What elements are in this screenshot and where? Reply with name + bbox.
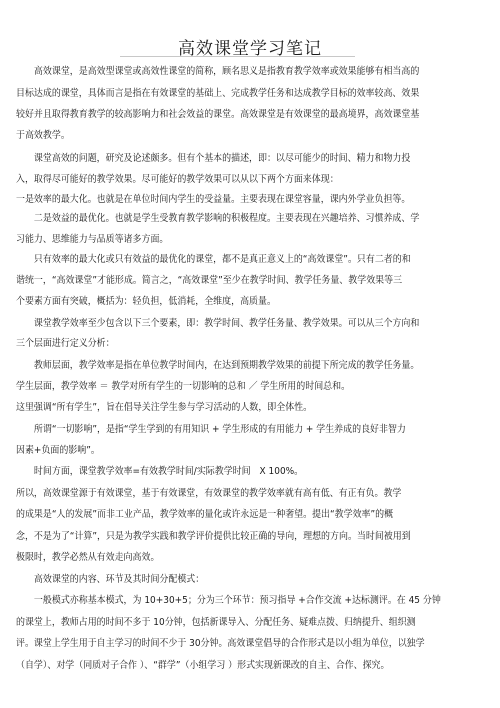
text-line: 课堂教学效率至少包含以下三个要素，即：教学时间、教学任务量、教学效果。可以从三个方向和 [16,318,420,329]
text-line: 谐统一，“高效课堂”才能形成。简言之，“高效课堂”至少在教学时间、教学任务量、教学效果等三 [16,275,403,286]
text-line: 课堂高效的问题，研究及论述颇多。但有个基本的描述，即：以尽可能少的时间、精力和物力投 [16,153,411,164]
text-line: 学生层面，教学效率 ＝ 教学对所有学生的一切影响的总和 ／ 学生所用的时间总和。 [16,381,351,392]
text-line: 入，取得尽可能好的教学效果。尽可能好的教学效果可以从以下两个方面来体现： [16,174,339,185]
text-line: 这里强调“所有学生”，旨在倡导关注学生参与学习活动的人数，即全体性。 [16,402,313,413]
text-line: 所以，高效课堂源于有效课堂，基于有效课堂，有效课堂的教学效率就有高有低、有正有负。教学 [16,488,402,499]
text-line: 三个层面进行定义分析： [16,338,115,349]
text-line: 高效课堂，是高效型课堂或高效性课堂的简称，顾名思义是指教育教学效率或效果能够有相当高的 [16,66,420,77]
text-line: 因素+负面的影响”。 [16,445,100,456]
text-line: 极限时，教学必然从有效走向高效。 [16,552,160,563]
text-line: 只有效率的最大化或只有效益的最优化的课堂，都不是真正意义上的“高效课堂”。只有二者的和 [16,254,411,265]
text-line: 个要素方面有突破，概括为：轻负担，低消耗，全维度，高质量。 [16,296,276,307]
text-line: 目标达成的课堂，具体而言是指在有效课堂的基础上、完成教学任务和达成教学目标的效率较高、效果 [16,88,420,99]
text-line: 二是效益的最优化。也就是学生受教育教学影响的积极程度。主要表现在兴趣培养、习惯养成、学 [16,213,420,224]
text-line: 时间方面，课堂教学效率=有效教学时间/实际教学时间 X 100%。 [16,466,304,477]
title-rule [120,56,355,57]
text-line: 所谓“一切影响”，是指“学生学到的有用知识 + 学生形成的有用能力 + 学生养成的良好非智力 [16,424,406,435]
document-title: 高效课堂学习笔记 [178,39,322,59]
text-line: 评。课堂上学生用于自主学习的时间不少于 30分钟。高效课堂倡导的合作形式是以小组为单位，以独学 [16,638,425,649]
text-line: 高效课堂的内容、环节及其时间分配模式： [16,574,205,585]
text-line: 念，不是为了“计算”，只是为教学实践和教学评价提供比较正确的导向，理想的方向。当时间被用到 [16,531,411,542]
text-line: 一般模式亦称基本模式，为 10+30+5；分为三个环节：预习指导 +合作交流 +达标测评。在 45 分钟 [16,595,441,606]
text-line: 于高效教学。 [16,130,70,141]
text-line: 习能力、思维能力与品质等诸多方面。 [16,234,169,245]
text-line: 教师层面，教学效率是指在单位教学时间内，在达到预期教学效果的前提下所完成的教学任务量。 [16,360,420,371]
text-line: 一是效率的最大化。也就是在单位时间内学生的受益量。主要表现在课堂容量，课内外学业负担等。 [16,194,411,205]
text-line: （自学）、对学（同质对子合作 ）、“群学”（小组学习 ）形式实现新课改的自主、合作、探究。 [16,660,390,671]
text-line: 的课堂上，教师占用的时间不多于 10分钟，包括新课导入、分配任务、疑难点拨、归纳提升、组织测 [16,617,416,628]
text-line: 的成果是“人的发展”而非工业产品，教学效率的量化或许永远是一种奢望。提出“教学效率”的概 [16,509,394,520]
text-line: 较好并且取得教育教学的较高影响力和社会效益的课堂。高效课堂是有效课堂的最高境界，高效课堂基 [16,109,420,120]
